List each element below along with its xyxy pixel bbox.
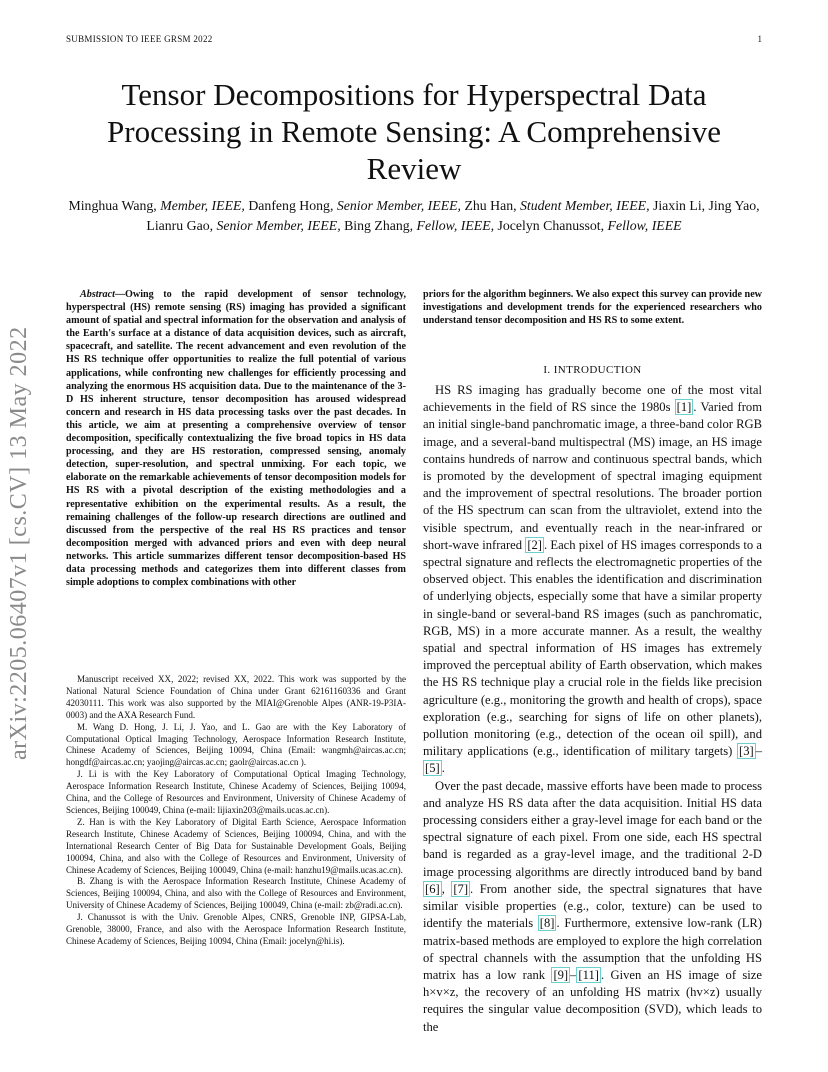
author-4: Jiaxin Li, Jing Yao, Lianru Gao, Senior Member, IEEE, bbox=[146, 198, 760, 233]
citation-link[interactable]: [9] bbox=[553, 967, 569, 982]
citation-link[interactable]: [11] bbox=[578, 967, 599, 982]
footnote-affiliation: Z. Han is with the Key Laboratory of Digital Earth Science, Aerospace Information Research Institute, Chinese Academy of Sciences, Beijing 100094, China, and with the International Research Center of Big Data for Sustainable Development Goals, Beijing 100094, China, and also with the College of Resources and Environment, University of Chinese Academy of Sciences, Beijing 100049, China (e-mail: hanzhu19@mails.ucas.ac.cn). bbox=[66, 816, 406, 875]
abstract-text: —Owing to the rapid development of sensor technology, hyperspectral (HS) remote sensing (RS) imaging has provided a significant amount of spatial and spectral information for the observation and analysis of the Earth's surface at a distance of data acquisition devices, such as aircraft, spacecraft, and satellite. The recent advancement and even revolution of the HS RS technique offer opportunities to realize the full potential of various applications, while confronting new challenges for efficiently processing and analyzing the enormous HS acquisition data. Due to the maintenance of the 3-D HS inherent structure, tensor decomposition has aroused widespread concern and research in HS data processing tasks over the past decades. In this article, we aim at presenting a comprehensive overview of tensor decomposition, specifically contextualizing the five broad topics in HS data processing, and they are HS restoration, compressed sensing, anomaly detection, super-resolution, and spectral unmixing. For each topic, we elaborate on the remarkable achievements of tensor decomposition models for HS RS with a pivotal description of the existing methodologies and a representative exhibition on the experimental results. As a result, the remaining challenges of the follow-up research directions are outlined and discussed from the perspective of the real HS RS practices and tensor decomposition merged with advanced priors and even with deep neural networks. This article summarizes different tensor decomposition-based HS data processing methods and categorizes them into different classes from simple adoptions to complex combinations with other bbox=[66, 289, 406, 589]
citation-link[interactable]: [3] bbox=[739, 744, 754, 759]
citation-link[interactable]: [7] bbox=[453, 881, 469, 896]
footnotes bbox=[66, 674, 406, 948]
paper-title: Tensor Decompositions for Hyperspectral Data Processing in Remote Sensing: A Comprehensive Review bbox=[107, 77, 721, 186]
author-5: Bing Zhang, Fellow, IEEE, bbox=[340, 218, 495, 233]
citation-link[interactable]: [2] bbox=[527, 537, 542, 552]
abstract bbox=[66, 288, 406, 589]
author-2: Danfeng Hong, Senior Member, IEEE, bbox=[244, 198, 461, 213]
citation-link[interactable]: [6] bbox=[425, 881, 440, 896]
abstract-continued: priors for the algorithm beginners. We also expect this survey can provide new investigations and development trends for the experienced researchers who understand tensor decomposition and HS RS to some extent. bbox=[423, 289, 762, 327]
arxiv-stamp: arXiv:2205.06407v1 [cs.CV] 13 May 2022 bbox=[6, 326, 32, 760]
running-head: SUBMISSION TO IEEE GRSM 2022 bbox=[66, 34, 213, 44]
footnote-affiliation: J. Chanussot is with the Univ. Grenoble Alpes, CNRS, Grenoble INP, GIPSA-Lab, Grenoble, 38000, France, and also with the Aerospace Information Research Institute, Chinese Academy of Sciences, Beijing 10094, China (Email: jocelyn@hi.is). bbox=[66, 912, 406, 946]
paragraph: Over the past decade, massive efforts have been made to process and analyze HS RS data after the data acquisition. Initial HS data processing considers either a gray-level image for each band or the spectral signature of each pixel. From one side, each HS spectral band is regarded as a gray-level image, and the traditional 2-D image processing algorithms are directly introduced band by band [6] , [7] . From another side, the spectral signatures that have similar visible properties (e.g., color, texture) can be used to identify the materials [8] . Furthermore, extensive low-rank (LR) matrix-based methods are employed to explore the high correlation of spectral channels with the assumption that the unfolding HS matrix has a low rank [9] – [11] . Given an HS image of size h×v×z, the recovery of an unfolding HS matrix (hv×z) usually requires the singular value decomposition (SVD), which leads to the bbox=[423, 778, 762, 1034]
author-6: Jocelyn Chanussot, Fellow, IEEE bbox=[494, 218, 682, 233]
citation-link[interactable]: [5] bbox=[425, 761, 440, 776]
author-1: Minghua Wang, Member, IEEE, bbox=[68, 198, 245, 213]
page-number: 1 bbox=[757, 34, 762, 44]
introduction-body bbox=[423, 382, 762, 1036]
section-heading-introduction: I. INTRODUCTION bbox=[543, 364, 642, 376]
citation-link[interactable]: [8] bbox=[539, 916, 555, 931]
footnote-affiliation: M. Wang D. Hong, J. Li, J. Yao, and L. Gao are with the Key Laboratory of Computational Optical Imaging Technology, Aerospace Information Research Institute, Chinese Academy of Sciences, Beijing 10094, China (Email: wangmh@aircas.ac.cn; hongdf@aircas.ac.cn; yaojing@aircas.ac.cn; gaolr@aircas.ac.cn ). bbox=[66, 721, 406, 768]
footnote-affiliation: J. Li is with the Key Laboratory of Computational Optical Imaging Technology, Aerospace Information Research Institute, Chinese Academy of Sciences, Beijing 10094, China, and the College of Resources and Environment, University of Chinese Academy of Sciences, Beijing 100049, China (e-mail: lijiaxin203@mails.ucas.ac.cn). bbox=[66, 769, 406, 815]
footnote-manuscript: Manuscript received XX, 2022; revised XX, 2022. This work was supported by the National Natural Science Foundation of China under Grant 62161160336 and Grant 42030111. This work was also supported by the MIAI@Grenoble Alpes (ANR-19-P3IA-0003) and the AXA Research Fund. bbox=[66, 674, 406, 720]
author-3: Zhu Han, Student Member, IEEE, bbox=[461, 198, 650, 213]
author-list bbox=[66, 196, 762, 236]
abstract-label: Abstract bbox=[80, 289, 115, 300]
citation-link[interactable]: [1] bbox=[676, 400, 692, 415]
paragraph: HS RS imaging has gradually become one of the most vital achievements in the field of RS since the 1980s [1] . Varied from an initial single-band panchromatic image, a three-band color RGB image, and a several-band multispectral (MS) image, an HS image contains hundreds of narrow and continuous spectral bands, which is promoted by the development of spectral imaging equipment and the improvement of spectral resolutions. The broader portion of the HS spectrum can scan from the ultraviolet, extend into the visible spectrum, and eventually reach in the near-infrared or short-wave infrared [2] . Each pixel of HS images corresponds to a spectral signature and reflects the electromagnetic properties of the observed object. This enables the identification and discrimination of underlying objects, especially some that have a similar property in single-band or several-band RS images (such as panchromatic, RGB, MS) in a more accurate manner. As a result, the wealthy spatial and spectral information of HS images has extremely improved the perceptual ability of Earth observation, which makes the HS RS technique play a crucial role in the fields like precision agriculture (e.g., monitoring the growth and health of crops), space exploration (e.g., searching for signs of life on other planets), pollution monitoring (e.g., detection of the ocean oil spill), and military applications (e.g., identification of military targets) [3] –[5] . bbox=[423, 383, 762, 776]
footnote-affiliation: B. Zhang is with the Aerospace Information Research Institute, Chinese Academy of Sciences, Beijing 100094, China, and also with the College of Resources and Environment, University of Chinese Academy of Sciences, Beijing 100049, China (e-mail: zb@radi.ac.cn). bbox=[66, 876, 406, 911]
